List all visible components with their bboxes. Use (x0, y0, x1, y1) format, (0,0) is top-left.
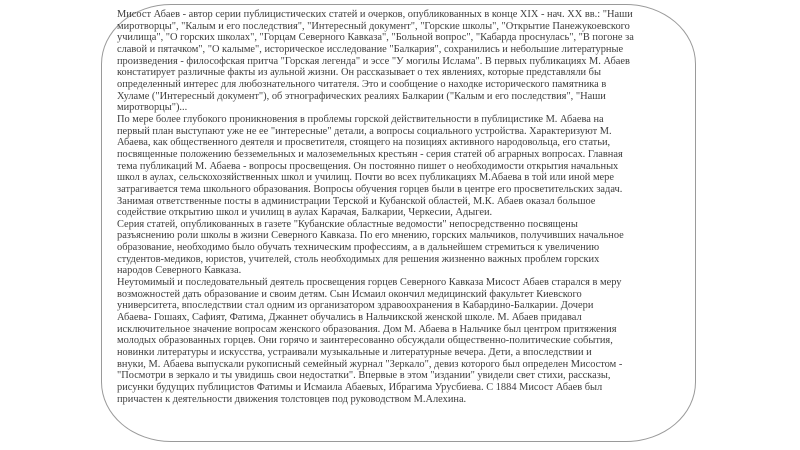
text-line: содействие открытию школ и училищ в аулах Карачая, Балкарии, Черкесии, Адыгеи. (117, 207, 493, 219)
text-line: славой и пятачком", "О калыме", историческое исследование "Балкария", сохранились и небольшие литературные (117, 43, 624, 55)
paragraph (117, 114, 707, 219)
text-line: образование, необходимо было обучать техническим профессиям, а в дальнейшем стремиться к увеличению (117, 242, 600, 254)
text-line: констатирует различные факты из аульной жизни. Он рассказывает о тех явлениях, которые представляли бы (117, 67, 601, 79)
text-line: первый план выступают уже не ее "интересные" детали, а вопросы социального устройства. Характеризуют М. (117, 125, 612, 137)
text-line: "Посмотри в зеркало и ты увидишь свои недостатки". Впервые в этом "издании" увидели свет стихи, рассказы, (117, 370, 611, 382)
text-line: Абаева- Гошаях, Сафият, Фатима, Джаннет обучались в Нальчикской женской школе. М. Абаев придавал (117, 312, 582, 324)
text-line: возможностей дать образование и своим детям. Сын Исмаил окончил медицинский факультет Киевского (117, 288, 582, 300)
text-line: Неутомимый и последовательный деятель просвещения горцев Северного Кавказа Мисост Абаев старался в меру (117, 277, 622, 289)
text-line: произведения - философская притча "Горская легенда" и эссе "У могилы Ислама". В первых публикациях М. Абаев (117, 55, 630, 67)
text-line: миротворцы")... (117, 102, 188, 114)
paragraph (117, 9, 707, 114)
text-line: студентов-медиков, юристов, учителей, столь необходимых для решения жизненно важных проблем горских (117, 253, 600, 265)
paragraph (117, 277, 707, 405)
text-line: рисунки будущих публицистов Фатимы и Исмаила Абаевых, Ибрагима Урусбиева. С 1884 Мисост Абаев был (117, 382, 603, 393)
text-line: Мисост Абаев - автор серии публицистических статей и очерков, опубликованных в конце XIX - нач. XX вв.: "Наши (117, 9, 633, 20)
text-line: тема публикаций М. Абаева - вопросы просвещения. Он постоянно пишет о необходимости открытия начальных (117, 160, 619, 172)
text-line: Серия статей, опубликованных в газете "Кубанские областные ведомости" непосредственно посвящены (117, 218, 578, 230)
document-body (117, 9, 707, 405)
paragraph (117, 219, 707, 277)
text-line: молодых образованных горцев. Они горячо и заинтересованно обсуждали общественно-политические события, (117, 335, 613, 347)
text-line: исключительное значение вопросам женского образования. Дом М. Абаева в Нальчике был центром притяжения (117, 323, 617, 335)
text-line: Абаева, как общественного деятеля и просветителя, стоящего на позициях активного народовольца, его статьи, (117, 137, 611, 149)
text-line: новинки литературы и искусства, устраивали музыкальные и литературные вечера. Дети, а впоследствии и (117, 347, 592, 359)
text-line: посвященные положению безземельных и малоземельных крестьян - серия статей об аграрных вопросах. Главная (117, 148, 623, 160)
text-line: Хуламе ("Интересный документ"), об этнографических реалиях Балкарии ("Калым и его последствия", "Наши (117, 90, 606, 102)
text-line: затрагивается тема школьного образования. Вопросы обучения горцев были в центре его просветительских задач. (117, 183, 623, 195)
text-line: миротворцы", "Калым и его последствия", "Интересный документ", "Горские школы", "Открытие Панежукоевского (117, 20, 630, 32)
text-line: По мере более глубокого проникновения в проблемы горской действительности в публицистике М. Абаева на (117, 113, 604, 125)
text-line: училища", "О горских школах", "Горцам Северного Кавказа", "Больной вопрос", "Кабарда проснулась", "В погоне за (117, 32, 634, 44)
text-line: школ в аулах, сельскохозяйственных школ и училищ. Почти во всех публикациях М.Абаева в той или иной мере (117, 172, 614, 184)
text-line: причастен к деятельности движения толстовцев под руководством М.Алехина. (117, 393, 467, 405)
text-line: Занимая ответственные посты в администрации Терской и Кубанской областей, М.К. Абаев оказал большое (117, 195, 596, 207)
text-line: народов Северного Кавказа. (117, 265, 242, 277)
text-line: определенный интерес для любознательного читателя. Это и сообщение о находке исторического памятника в (117, 78, 607, 90)
text-line: университета, впоследствии стал одним из организатором здравоохранения в Кабардино-Балкарии. Дочери (117, 300, 594, 312)
text-line: внуки, М. Абаева выпускали рукописный семейный журнал "Зеркало", девиз которого был определен Мисостом - (117, 358, 623, 370)
text-line: разъяснению роли школы в жизни Северного Кавказа. По его мнению, горских мальчиков, получивших начальное (117, 230, 624, 242)
